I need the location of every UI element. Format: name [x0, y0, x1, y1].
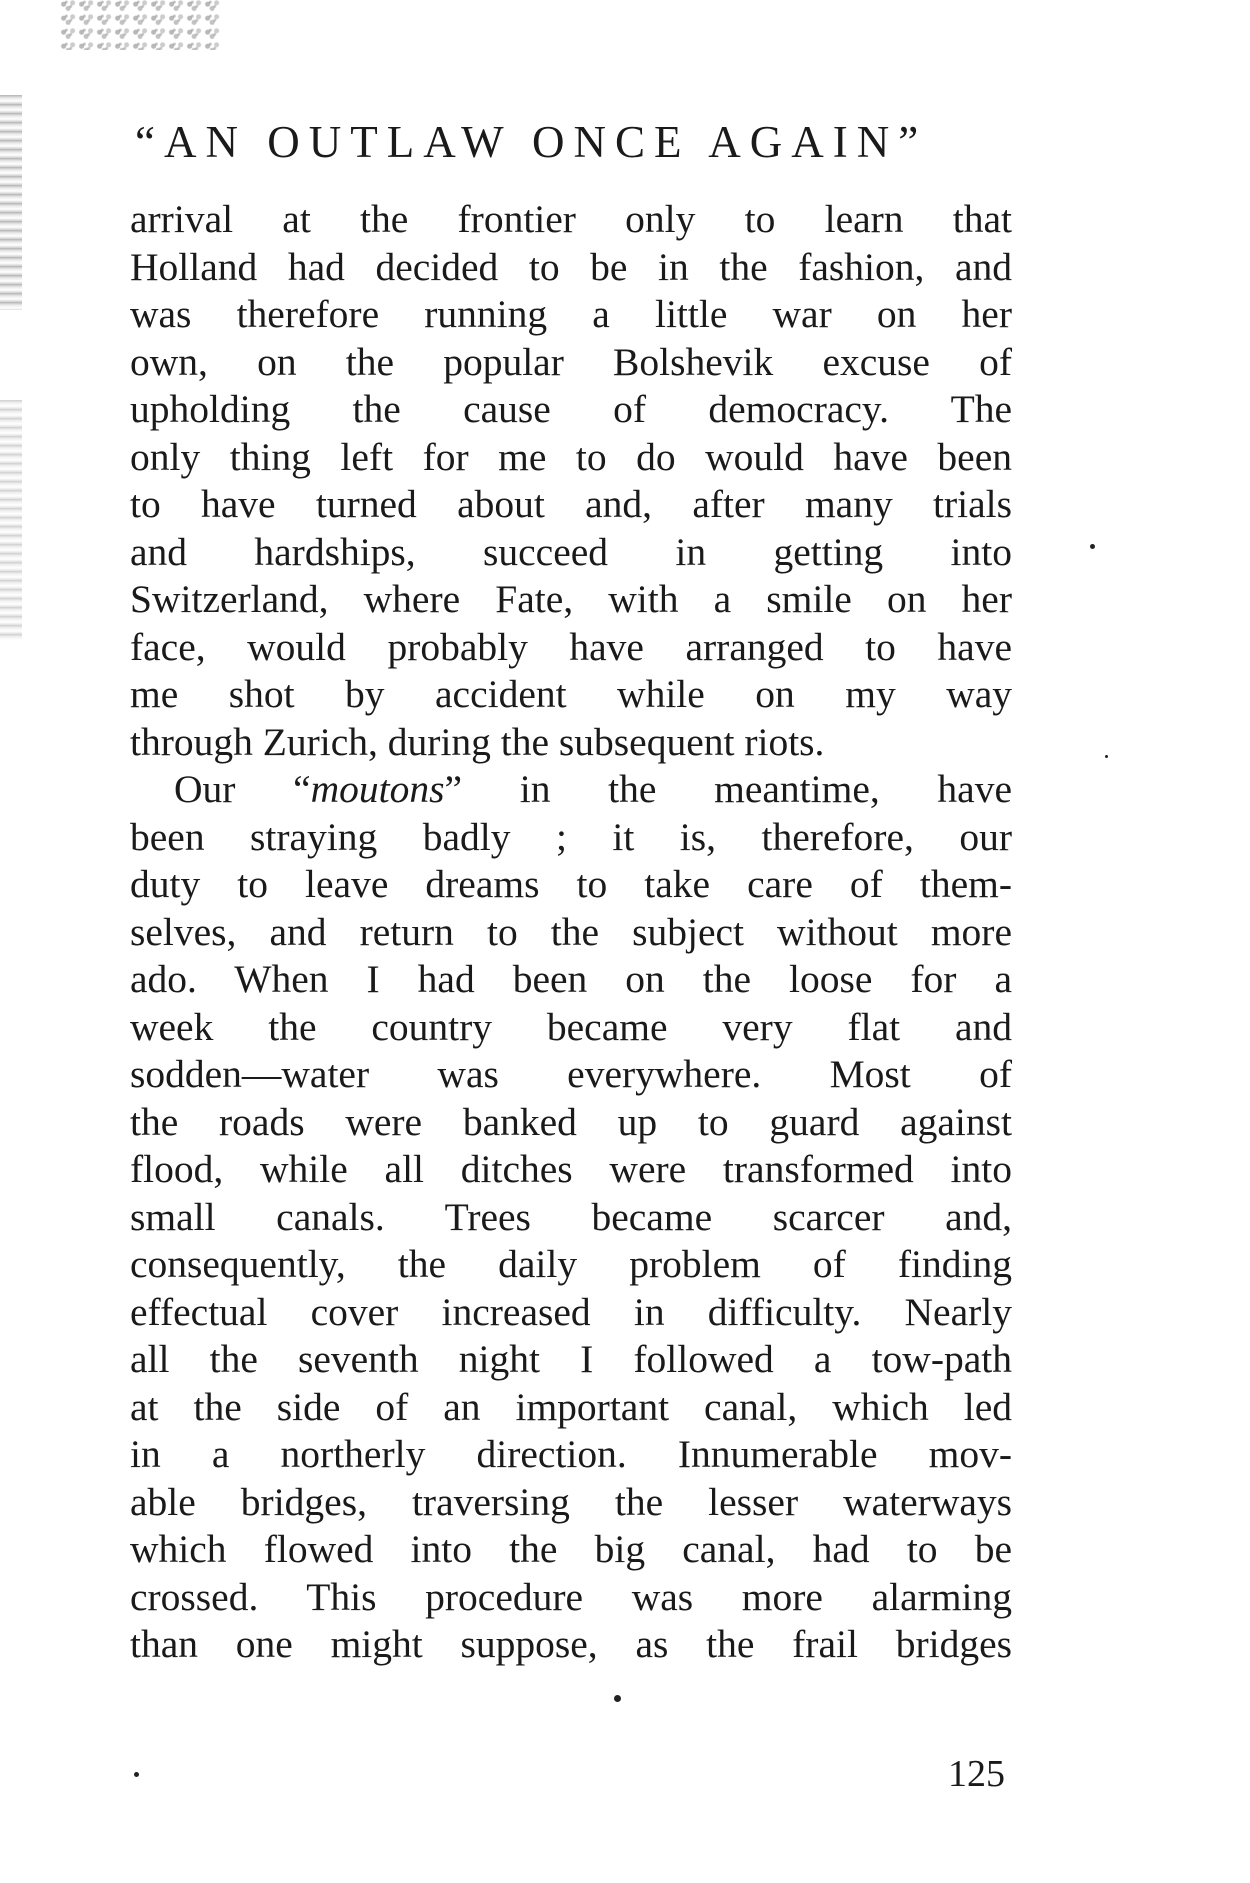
text-line: through Zurich, during the subsequent riots.: [130, 719, 825, 764]
text-line: me shot by accident while on my way: [130, 672, 1012, 716]
paragraph-opening-line: [130, 766, 1012, 814]
text-line: sodden—water was everywhere. Most of: [130, 1052, 1012, 1096]
text-line: week the country became very flat and: [130, 1004, 1012, 1049]
text-line: upholding the cause of democracy. The: [130, 387, 1012, 431]
binding-shadow: [0, 400, 22, 640]
ink-speck: [1090, 544, 1095, 549]
text-line: crossed. This procedure was more alarming: [130, 1574, 1012, 1619]
text-line: effectual cover increased in difficulty. Nearly: [130, 1289, 1012, 1334]
text-line: own, on the popular Bolshevik excuse of: [130, 339, 1012, 384]
text-line: the roads were banked up to guard against: [130, 1099, 1012, 1144]
binding-shadow: [0, 95, 22, 310]
ink-speck: [134, 1772, 139, 1777]
text-line: only thing left for me to do would have been: [130, 434, 1012, 479]
text-line: and hardships, succeed in getting into: [130, 529, 1012, 574]
text-line: face, would probably have arranged to have: [130, 624, 1012, 669]
text-line: at the side of an important canal, which led: [130, 1384, 1012, 1429]
body-text: [130, 196, 1012, 1669]
text-line: able bridges, traversing the lesser waterways: [130, 1479, 1012, 1524]
ink-speck: [1105, 755, 1108, 758]
text-run: ” in the meantime, have: [444, 767, 1012, 811]
text-line: than one might suppose, as the frail bridges: [130, 1622, 1012, 1666]
italic-word: moutons: [310, 767, 445, 811]
text-line: ado. When I had been on the loose for a: [130, 957, 1012, 1001]
scan-speckle: [60, 0, 220, 50]
text-line: Switzerland, where Fate, with a smile on her: [130, 577, 1012, 621]
text-line: flood, while all ditches were transformed into: [130, 1147, 1012, 1191]
text-line: small canals. Trees became scarcer and,: [130, 1194, 1012, 1239]
text-line: all the seventh night I followed a tow-path: [130, 1337, 1012, 1381]
text-line: selves, and return to the subject without more: [130, 909, 1012, 954]
running-header: “AN OUTLAW ONCE AGAIN”: [135, 117, 928, 167]
page-number: 125: [948, 1753, 1005, 1795]
text-run: Our “: [174, 767, 311, 811]
text-line: to have turned about and, after many trials: [130, 482, 1012, 526]
text-line: which flowed into the big canal, had to be: [130, 1527, 1012, 1571]
text-line: arrival at the frontier only to learn that: [130, 197, 1012, 241]
text-line: Holland had decided to be in the fashion, and: [130, 244, 1012, 289]
text-line: in a northerly direction. Innumerable mov-: [130, 1432, 1012, 1476]
text-line: duty to leave dreams to take care of them-: [130, 862, 1012, 906]
ink-speck: [614, 1695, 621, 1702]
text-line: been straying badly ; it is, therefore, our: [130, 814, 1012, 859]
text-line: was therefore running a little war on her: [130, 292, 1012, 336]
text-line: consequently, the daily problem of finding: [130, 1242, 1012, 1286]
